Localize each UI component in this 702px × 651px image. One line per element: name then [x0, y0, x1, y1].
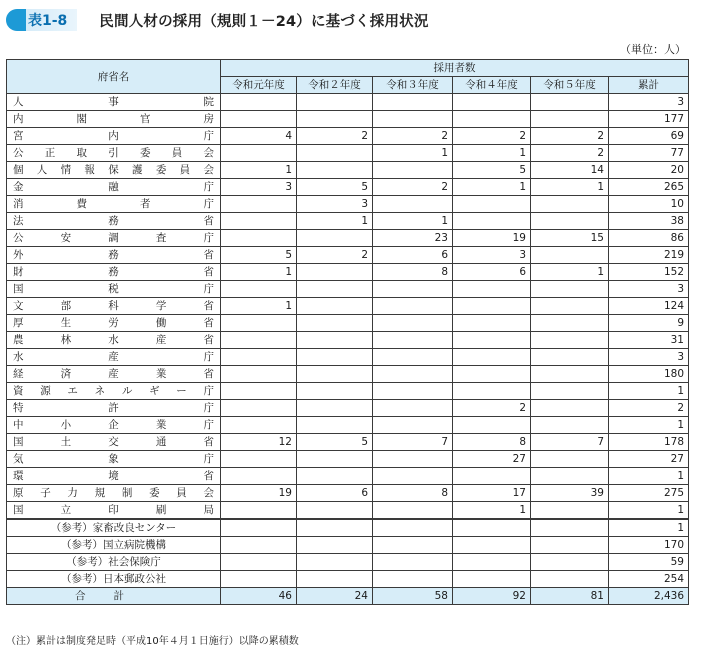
value-cell — [531, 332, 609, 349]
value-cell: 3 — [221, 179, 297, 196]
ministry-name: 金融庁 — [7, 179, 221, 196]
value-cell — [297, 281, 373, 298]
ministry-name: 宮内庁 — [7, 128, 221, 145]
value-cell — [453, 281, 531, 298]
table-row — [7, 281, 689, 298]
value-cell — [531, 571, 609, 588]
recruitment-table — [6, 59, 689, 605]
cumulative-cell: 1 — [609, 417, 689, 434]
value-cell: 5 — [453, 162, 531, 179]
header-group: 採用者数 — [221, 60, 689, 77]
table-row — [7, 128, 689, 145]
cumulative-cell: 2 — [609, 400, 689, 417]
table-row — [7, 162, 689, 179]
table-row — [7, 264, 689, 281]
value-cell — [453, 315, 531, 332]
cumulative-cell: 2,436 — [609, 588, 689, 605]
value-cell — [221, 213, 297, 230]
value-cell — [373, 383, 453, 400]
table-row — [7, 179, 689, 196]
cumulative-cell: 1 — [609, 502, 689, 520]
value-cell — [531, 196, 609, 213]
ministry-name: 環境省 — [7, 468, 221, 485]
table-row — [7, 298, 689, 315]
table-row — [7, 111, 689, 128]
value-cell — [297, 383, 373, 400]
ministry-name: 農林水産省 — [7, 332, 221, 349]
header-ministry: 府省名 — [7, 60, 221, 94]
value-cell — [221, 94, 297, 111]
ministry-name: （参考）社会保険庁 — [7, 554, 221, 571]
value-cell — [531, 400, 609, 417]
value-cell — [453, 468, 531, 485]
cumulative-cell: 152 — [609, 264, 689, 281]
unit-label: （単位：人） — [620, 43, 686, 56]
value-cell — [297, 554, 373, 571]
value-cell — [297, 571, 373, 588]
value-cell: 8 — [373, 264, 453, 281]
ministry-name: （参考）日本郵政公社 — [7, 571, 221, 588]
value-cell — [453, 383, 531, 400]
cumulative-cell: 59 — [609, 554, 689, 571]
table-row — [7, 417, 689, 434]
table-row — [7, 196, 689, 213]
value-cell — [373, 298, 453, 315]
ministry-name: 原子力規制委員会 — [7, 485, 221, 502]
value-cell — [221, 400, 297, 417]
cumulative-cell: 1 — [609, 383, 689, 400]
value-cell — [221, 537, 297, 554]
value-cell — [297, 315, 373, 332]
table-row — [7, 519, 689, 537]
ministry-name: 特許庁 — [7, 400, 221, 417]
header-year: 令和２年度 — [297, 77, 373, 94]
value-cell — [531, 554, 609, 571]
ministry-name: （参考）国立病院機構 — [7, 537, 221, 554]
value-cell — [221, 332, 297, 349]
value-cell — [531, 383, 609, 400]
value-cell: 2 — [297, 128, 373, 145]
table-row — [7, 315, 689, 332]
value-cell — [297, 417, 373, 434]
value-cell: 1 — [453, 145, 531, 162]
value-cell — [373, 315, 453, 332]
value-cell: 2 — [453, 400, 531, 417]
value-cell — [373, 349, 453, 366]
value-cell — [373, 400, 453, 417]
value-cell: 1 — [531, 179, 609, 196]
value-cell: 1 — [373, 145, 453, 162]
table-row — [7, 400, 689, 417]
value-cell: 8 — [453, 434, 531, 451]
value-cell: 2 — [453, 128, 531, 145]
ministry-name: 中小企業庁 — [7, 417, 221, 434]
value-cell — [453, 366, 531, 383]
value-cell — [453, 571, 531, 588]
cumulative-cell: 170 — [609, 537, 689, 554]
value-cell: 2 — [531, 128, 609, 145]
value-cell — [373, 281, 453, 298]
value-cell — [297, 519, 373, 537]
cumulative-cell: 177 — [609, 111, 689, 128]
value-cell — [297, 111, 373, 128]
table-row — [7, 366, 689, 383]
value-cell — [453, 554, 531, 571]
value-cell: 5 — [221, 247, 297, 264]
value-cell — [221, 502, 297, 520]
value-cell: 1 — [531, 264, 609, 281]
cumulative-cell: 275 — [609, 485, 689, 502]
value-cell — [453, 298, 531, 315]
value-cell: 1 — [453, 179, 531, 196]
ministry-name: 内閣官房 — [7, 111, 221, 128]
value-cell — [297, 298, 373, 315]
table-row — [7, 247, 689, 264]
cumulative-cell: 1 — [609, 519, 689, 537]
value-cell — [297, 145, 373, 162]
cumulative-cell: 27 — [609, 451, 689, 468]
value-cell: 2 — [531, 145, 609, 162]
value-cell — [221, 315, 297, 332]
cumulative-cell: 180 — [609, 366, 689, 383]
value-cell — [373, 417, 453, 434]
cumulative-cell: 20 — [609, 162, 689, 179]
ministry-name: （参考）家畜改良センター — [7, 519, 221, 537]
value-cell: 23 — [373, 230, 453, 247]
value-cell: 24 — [297, 588, 373, 605]
header-cumulative: 累計 — [609, 77, 689, 94]
value-cell — [297, 366, 373, 383]
header-year: 令和５年度 — [531, 77, 609, 94]
value-cell — [373, 196, 453, 213]
value-cell — [453, 332, 531, 349]
value-cell — [531, 281, 609, 298]
value-cell: 3 — [297, 196, 373, 213]
table-row — [7, 571, 689, 588]
value-cell — [221, 417, 297, 434]
header-year: 令和４年度 — [453, 77, 531, 94]
table-row — [7, 213, 689, 230]
ministry-name: 公安調査庁 — [7, 230, 221, 247]
ministry-name: 財務省 — [7, 264, 221, 281]
value-cell — [221, 519, 297, 537]
value-cell: 19 — [221, 485, 297, 502]
title-bar — [6, 7, 429, 33]
table-row — [7, 332, 689, 349]
value-cell: 6 — [453, 264, 531, 281]
table-row — [7, 145, 689, 162]
cumulative-cell: 178 — [609, 434, 689, 451]
value-cell — [297, 451, 373, 468]
table-row — [7, 554, 689, 571]
value-cell — [531, 366, 609, 383]
value-cell — [373, 111, 453, 128]
header-year: 令和元年度 — [221, 77, 297, 94]
value-cell: 1 — [373, 213, 453, 230]
value-cell — [221, 281, 297, 298]
value-cell: 81 — [531, 588, 609, 605]
table-row — [7, 383, 689, 400]
cumulative-cell: 219 — [609, 247, 689, 264]
ministry-name: 公正取引委員会 — [7, 145, 221, 162]
value-cell — [453, 417, 531, 434]
value-cell — [221, 451, 297, 468]
cumulative-cell: 77 — [609, 145, 689, 162]
value-cell: 39 — [531, 485, 609, 502]
value-cell — [221, 366, 297, 383]
value-cell — [297, 332, 373, 349]
ministry-name: 厚生労働省 — [7, 315, 221, 332]
ministry-name: 国立印刷局 — [7, 502, 221, 520]
value-cell — [531, 349, 609, 366]
value-cell: 15 — [531, 230, 609, 247]
cumulative-cell: 1 — [609, 468, 689, 485]
table-row — [7, 349, 689, 366]
ministry-name: 外務省 — [7, 247, 221, 264]
ministry-name: 文部科学省 — [7, 298, 221, 315]
value-cell: 1 — [221, 298, 297, 315]
ministry-name: 経済産業省 — [7, 366, 221, 383]
value-cell — [373, 554, 453, 571]
cumulative-cell: 3 — [609, 349, 689, 366]
value-cell — [297, 230, 373, 247]
table-row — [7, 468, 689, 485]
value-cell: 2 — [297, 247, 373, 264]
value-cell — [531, 417, 609, 434]
value-cell — [453, 213, 531, 230]
ministry-name: 水産庁 — [7, 349, 221, 366]
value-cell: 2 — [373, 128, 453, 145]
value-cell — [531, 213, 609, 230]
ministry-name: 個人情報保護委員会 — [7, 162, 221, 179]
value-cell — [297, 502, 373, 520]
value-cell — [221, 111, 297, 128]
value-cell — [453, 537, 531, 554]
value-cell — [297, 400, 373, 417]
value-cell — [531, 298, 609, 315]
value-cell — [531, 502, 609, 520]
value-cell — [221, 571, 297, 588]
header-year: 令和３年度 — [373, 77, 453, 94]
cumulative-cell: 265 — [609, 179, 689, 196]
value-cell: 8 — [373, 485, 453, 502]
value-cell — [221, 230, 297, 247]
value-cell — [221, 468, 297, 485]
value-cell: 92 — [453, 588, 531, 605]
cumulative-cell: 3 — [609, 281, 689, 298]
value-cell — [221, 196, 297, 213]
value-cell — [453, 519, 531, 537]
value-cell — [373, 332, 453, 349]
ministry-name: 消費者庁 — [7, 196, 221, 213]
value-cell — [531, 519, 609, 537]
table-number-tag: 表1-8 — [6, 9, 77, 31]
value-cell — [373, 162, 453, 179]
value-cell: 12 — [221, 434, 297, 451]
value-cell: 1 — [297, 213, 373, 230]
value-cell: 1 — [453, 502, 531, 520]
value-cell — [297, 349, 373, 366]
value-cell — [373, 366, 453, 383]
value-cell — [453, 349, 531, 366]
value-cell — [297, 94, 373, 111]
table-row — [7, 537, 689, 554]
value-cell — [297, 468, 373, 485]
value-cell — [221, 349, 297, 366]
value-cell: 1 — [221, 162, 297, 179]
value-cell — [531, 451, 609, 468]
value-cell — [373, 537, 453, 554]
value-cell — [221, 383, 297, 400]
value-cell: 5 — [297, 179, 373, 196]
value-cell — [531, 247, 609, 264]
ministry-name: 国税庁 — [7, 281, 221, 298]
ministry-name: 国土交通省 — [7, 434, 221, 451]
ministry-name: 資源エネルギー庁 — [7, 383, 221, 400]
cumulative-cell: 86 — [609, 230, 689, 247]
table-row — [7, 94, 689, 111]
page-title: 民間人材の採用（規則１－24）に基づく採用状況 — [99, 13, 429, 30]
cumulative-cell: 31 — [609, 332, 689, 349]
value-cell — [373, 94, 453, 111]
value-cell: 7 — [373, 434, 453, 451]
value-cell: 19 — [453, 230, 531, 247]
value-cell — [373, 571, 453, 588]
value-cell — [221, 554, 297, 571]
value-cell — [373, 468, 453, 485]
value-cell — [531, 537, 609, 554]
value-cell — [373, 519, 453, 537]
value-cell — [221, 145, 297, 162]
cumulative-cell: 69 — [609, 128, 689, 145]
table-row — [7, 485, 689, 502]
ministry-name: 合計 — [7, 588, 221, 605]
cumulative-cell: 10 — [609, 196, 689, 213]
footnote: （注）累計は制度発足時（平成10年４月１日施行）以降の累積数 — [6, 636, 299, 647]
ministry-name: 人事院 — [7, 94, 221, 111]
value-cell: 27 — [453, 451, 531, 468]
value-cell — [453, 196, 531, 213]
value-cell — [531, 111, 609, 128]
value-cell — [297, 264, 373, 281]
value-cell: 3 — [453, 247, 531, 264]
value-cell — [297, 162, 373, 179]
table-row — [7, 502, 689, 520]
value-cell — [373, 451, 453, 468]
value-cell: 4 — [221, 128, 297, 145]
value-cell — [453, 111, 531, 128]
value-cell: 5 — [297, 434, 373, 451]
value-cell: 14 — [531, 162, 609, 179]
value-cell: 58 — [373, 588, 453, 605]
table-row — [7, 230, 689, 247]
value-cell: 46 — [221, 588, 297, 605]
value-cell — [531, 468, 609, 485]
value-cell: 1 — [221, 264, 297, 281]
table-row — [7, 451, 689, 468]
total-row — [7, 588, 689, 605]
value-cell: 6 — [297, 485, 373, 502]
table-row — [7, 434, 689, 451]
value-cell: 7 — [531, 434, 609, 451]
cumulative-cell: 124 — [609, 298, 689, 315]
ministry-name: 気象庁 — [7, 451, 221, 468]
cumulative-cell: 254 — [609, 571, 689, 588]
cumulative-cell: 9 — [609, 315, 689, 332]
value-cell: 17 — [453, 485, 531, 502]
value-cell — [531, 94, 609, 111]
cumulative-cell: 38 — [609, 213, 689, 230]
value-cell: 2 — [373, 179, 453, 196]
ministry-name: 法務省 — [7, 213, 221, 230]
value-cell — [453, 94, 531, 111]
value-cell — [297, 537, 373, 554]
value-cell: 6 — [373, 247, 453, 264]
cumulative-cell: 3 — [609, 94, 689, 111]
value-cell — [531, 315, 609, 332]
value-cell — [373, 502, 453, 520]
